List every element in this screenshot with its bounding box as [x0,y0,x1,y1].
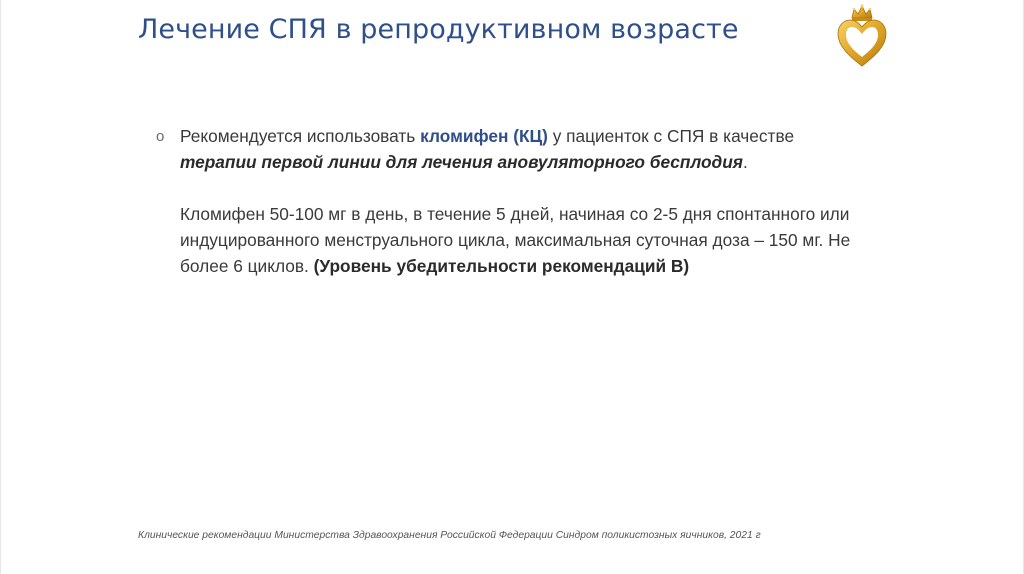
recommendation-paragraph [180,123,856,175]
rec-text-1: Рекомендуется использовать [180,126,421,146]
rec-text-3: . [742,152,748,172]
slide-title: Лечение СПЯ в репродуктивном возрасте [138,14,739,45]
rec-text-2: у пациенток с СПЯ в качестве [547,126,795,146]
evidence-level: (Уровень убедительности рекомендаций В) [313,256,690,276]
drug-name: кломифен (КЦ) [420,126,548,146]
source-citation: Клинические рекомендации Министерства Здравоохранения Российской Федерации Синдром поликистозных яичников, 2021 г [138,530,761,541]
dosage-text: Кломифен 50-100 мг в день, в течение 5 дней, начиная со 2-5 дня спонтанного или индуцированного менструального цикла, максимальная суточная доза – 150 мг. Не более 6 циклов. [180,204,851,276]
dosage-paragraph [180,201,856,279]
bullet-marker: o [156,128,165,145]
therapy-emphasis: терапии первой линии для лечения ановуляторного бесплодия [180,152,743,172]
gold-heart-crown-logo-icon [835,2,889,68]
recommendation-block [156,123,856,279]
